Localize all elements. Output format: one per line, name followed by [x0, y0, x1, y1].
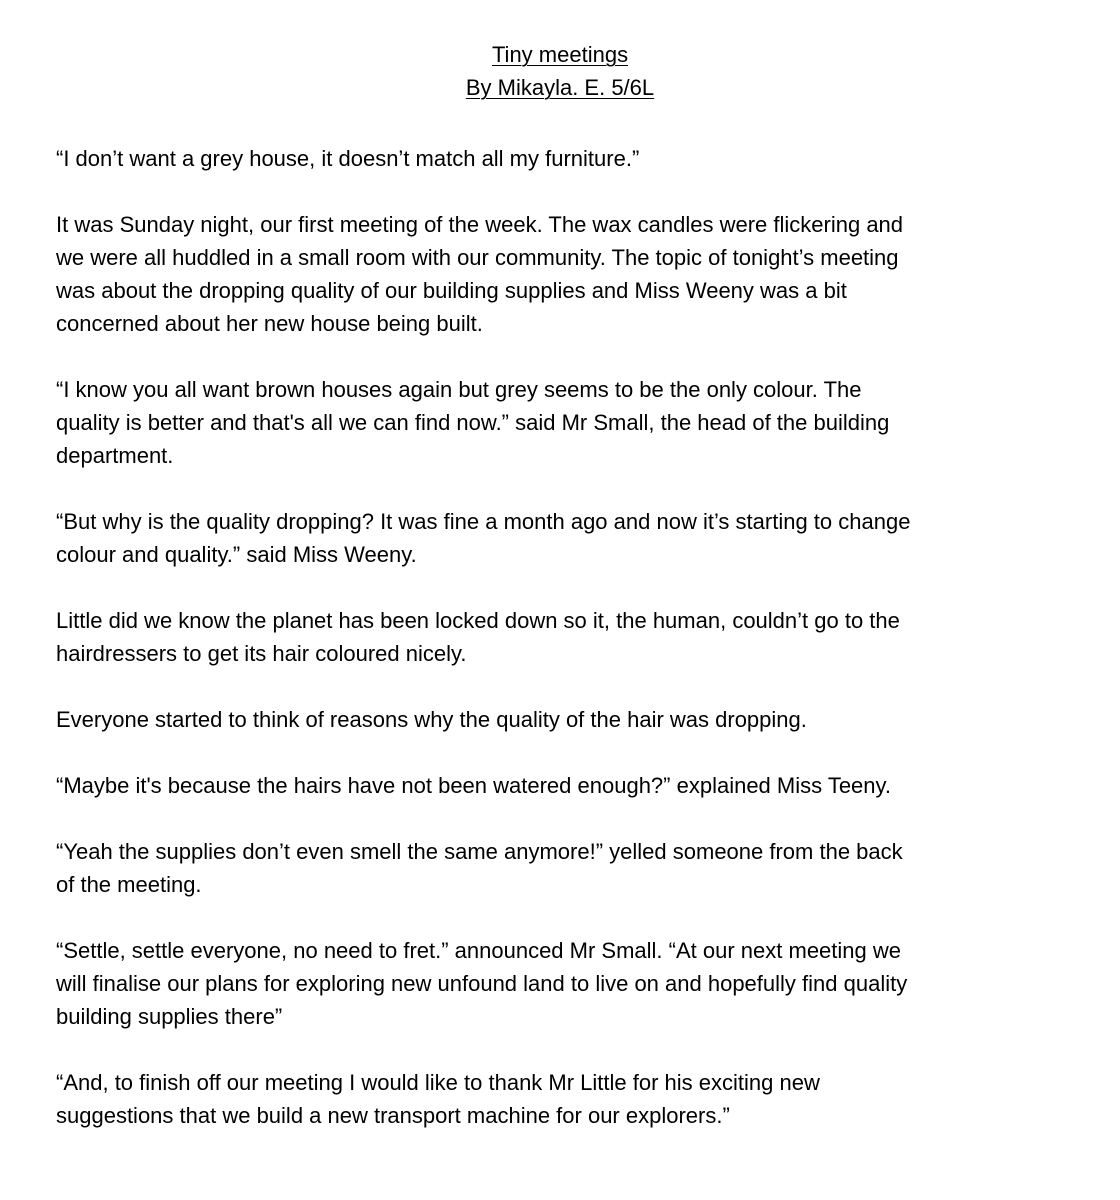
paragraph-2	[56, 208, 1064, 340]
paragraph-line: we were all huddled in a small room with our community. The topic of tonight’s meeting	[56, 245, 899, 270]
paragraph-8	[56, 835, 1064, 901]
paragraph-line: colour and quality.” said Miss Weeny.	[56, 542, 417, 567]
title-block	[56, 38, 1064, 104]
paragraph-4	[56, 505, 1064, 571]
paragraph-line: quality is better and that's all we can find now.” said Mr Small, the head of the building	[56, 410, 890, 435]
paragraph-line: It was Sunday night, our first meeting of the week. The wax candles were flickering and	[56, 212, 904, 237]
paragraph-7	[56, 769, 1064, 802]
document-byline: By Mikayla. E. 5/6L	[465, 75, 655, 100]
paragraph-1	[56, 142, 1064, 175]
paragraph-3	[56, 373, 1064, 472]
paragraph-line: “And, to finish off our meeting I would like to thank Mr Little for his exciting new	[56, 1070, 820, 1095]
paragraph-line: of the meeting.	[56, 872, 202, 897]
paragraph-line: “Settle, settle everyone, no need to fret.” announced Mr Small. “At our next meeting we	[56, 938, 901, 963]
paragraph-line: was about the dropping quality of our building supplies and Miss Weeny was a bit	[56, 278, 847, 303]
paragraph-line: building supplies there”	[56, 1004, 283, 1029]
paragraph-line: department.	[56, 443, 174, 468]
paragraph-line: Everyone started to think of reasons why the quality of the hair was dropping.	[56, 707, 807, 732]
paragraph-10	[56, 1066, 1064, 1132]
paragraph-9	[56, 934, 1064, 1033]
document-title: Tiny meetings	[491, 42, 629, 67]
paragraph-line: “Yeah the supplies don’t even smell the same anymore!” yelled someone from the back	[56, 839, 903, 864]
paragraph-line: “I don’t want a grey house, it doesn’t match all my furniture.”	[56, 146, 640, 171]
paragraph-line: suggestions that we build a new transport machine for our explorers.”	[56, 1103, 730, 1128]
paragraph-line: hairdressers to get its hair coloured nicely.	[56, 641, 467, 666]
paragraph-line: Little did we know the planet has been locked down so it, the human, couldn’t go to the	[56, 608, 900, 633]
paragraph-5	[56, 604, 1064, 670]
paragraph-line: “Maybe it's because the hairs have not been watered enough?” explained Miss Teeny.	[56, 773, 892, 798]
paragraph-line: concerned about her new house being built.	[56, 311, 483, 336]
document-body	[56, 142, 1064, 1132]
paragraph-line: will finalise our plans for exploring new unfound land to live on and hopefully find quality	[56, 971, 908, 996]
paragraph-line: “But why is the quality dropping? It was fine a month ago and now it’s starting to change	[56, 509, 911, 534]
paragraph-6	[56, 703, 1064, 736]
paragraph-line: “I know you all want brown houses again but grey seems to be the only colour. The	[56, 377, 862, 402]
